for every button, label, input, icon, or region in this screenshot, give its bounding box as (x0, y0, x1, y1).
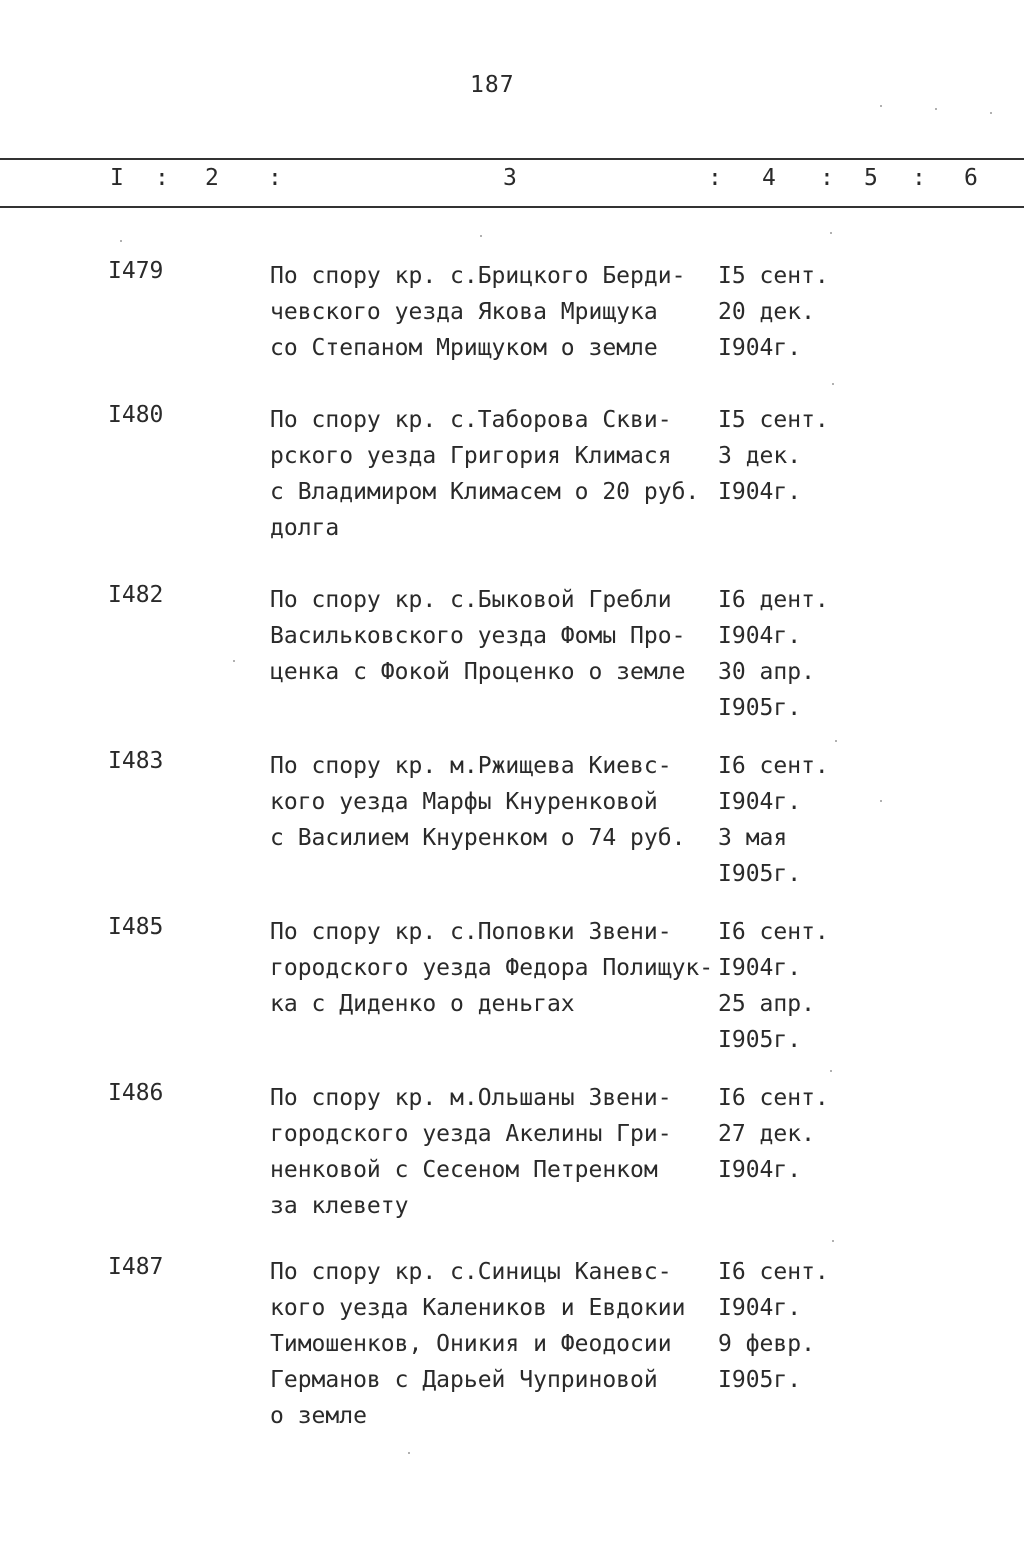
description-line: ка с Диденко о деньгах (270, 991, 575, 1017)
entry-number: I483 (108, 748, 164, 774)
date-line: 20 дек. (718, 299, 815, 325)
description-line: с Владимиром Климасем о 20 руб. (270, 479, 700, 505)
date-line: I904г. (718, 335, 802, 361)
date-line: 9 февр. (718, 1331, 815, 1357)
entry-description (270, 582, 720, 690)
description-line: По спору кр. с.Синицы Каневс- (270, 1259, 672, 1285)
entry-dates (718, 258, 878, 366)
date-line: I904г. (718, 789, 802, 815)
date-line: I904г. (718, 1157, 802, 1183)
entry-dates (718, 914, 878, 1058)
description-line: Тимошенков, Оникия и Феодосии (270, 1331, 672, 1357)
description-line: городского уезда Акелины Гри- (270, 1121, 672, 1147)
entry-dates (718, 402, 878, 510)
description-line: рского уезда Григория Климася (270, 443, 672, 469)
date-line: 27 дек. (718, 1121, 815, 1147)
entry-description (270, 402, 720, 546)
date-line: 3 мая (718, 825, 788, 851)
entry-number: I487 (108, 1254, 164, 1280)
column-4-header: 4 (762, 165, 776, 191)
entry-description (270, 914, 720, 1022)
entry-number: I479 (108, 258, 164, 284)
page-number: 187 (470, 72, 515, 98)
entry-number: I480 (108, 402, 164, 428)
description-line: городского уезда Федора Полищук- (270, 955, 714, 981)
date-line: I904г. (718, 479, 802, 505)
description-line: По спору кр. с.Поповки Звени- (270, 919, 672, 945)
column-separator: : (155, 165, 169, 191)
date-line: 3 дек. (718, 443, 802, 469)
column-separator: : (708, 165, 722, 191)
description-line: чевского уезда Якова Мрищука (270, 299, 658, 325)
date-line: I904г. (718, 1295, 802, 1321)
column-separator: : (268, 165, 282, 191)
date-line: I6 сент. (718, 753, 829, 779)
description-line: со Степаном Мрищуком о земле (270, 335, 658, 361)
description-line: Германов с Дарьей Чуприновой (270, 1367, 658, 1393)
date-line: I6 сент. (718, 919, 829, 945)
entry-description (270, 1254, 720, 1434)
description-line: По спору кр. с.Брицкого Берди- (270, 263, 686, 289)
column-separator: : (912, 165, 926, 191)
column-2-header: 2 (205, 165, 219, 191)
description-line: ненковой с Сесеном Петренком (270, 1157, 658, 1183)
date-line: I905г. (718, 695, 802, 721)
description-line: Васильковского уезда Фомы Про- (270, 623, 686, 649)
entry-dates (718, 1080, 878, 1188)
description-line: По спору кр. с.Таборова Скви- (270, 407, 672, 433)
entry-dates (718, 582, 878, 726)
entry-dates (718, 748, 878, 892)
description-line: с Василием Кнуренком о 74 руб. (270, 825, 686, 851)
description-line: кого уезда Марфы Кнуренковой (270, 789, 658, 815)
date-line: I5 сент. (718, 407, 829, 433)
entry-number: I485 (108, 914, 164, 940)
entry-dates (718, 1254, 878, 1398)
date-line: 25 апр. (718, 991, 815, 1017)
date-line: I905г. (718, 1027, 802, 1053)
description-line: По спору кр. с.Быковой Гребли (270, 587, 672, 613)
description-line: о земле (270, 1403, 367, 1429)
date-line: I905г. (718, 861, 802, 887)
entry-description (270, 258, 720, 366)
date-line: I6 дент. (718, 587, 829, 613)
description-line: долга (270, 515, 340, 541)
column-3-header: 3 (503, 165, 517, 191)
column-1-header: I (110, 165, 124, 191)
description-line: за клевету (270, 1193, 409, 1219)
description-line: ценка с Фокой Проценко о земле (270, 659, 686, 685)
description-line: По спору кр. м.Ржищева Киевс- (270, 753, 672, 779)
date-line: I904г. (718, 955, 802, 981)
column-separator: : (820, 165, 834, 191)
entry-number: I486 (108, 1080, 164, 1106)
date-line: I904г. (718, 623, 802, 649)
entry-description (270, 1080, 720, 1224)
date-line: I6 сент. (718, 1259, 829, 1285)
date-line: I6 сент. (718, 1085, 829, 1111)
description-line: По спору кр. м.Ольшаны Звени- (270, 1085, 672, 1111)
date-line: I905г. (718, 1367, 802, 1393)
date-line: 30 апр. (718, 659, 815, 685)
column-5-header: 5 (864, 165, 878, 191)
entry-number: I482 (108, 582, 164, 608)
description-line: кого уезда Калеников и Евдокии (270, 1295, 686, 1321)
column-6-header: 6 (964, 165, 978, 191)
entry-description (270, 748, 720, 856)
date-line: I5 сент. (718, 263, 829, 289)
